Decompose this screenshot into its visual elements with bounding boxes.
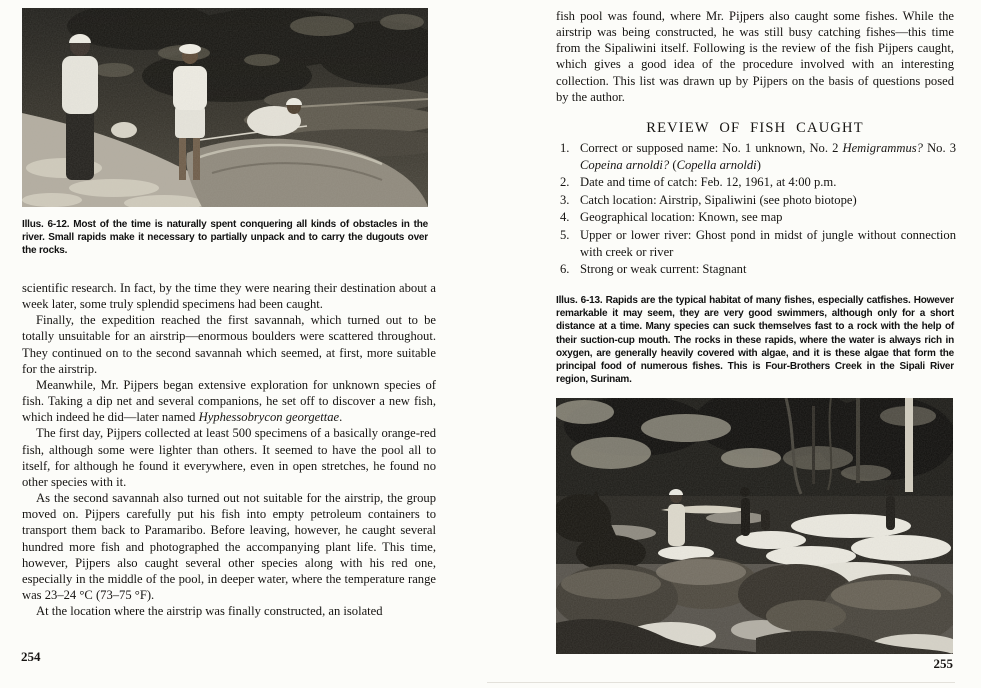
paragraph: Finally, the expedition reached the first savannah, which turned out to be totally unsuitable for an airstrip—enormous boulders were scattered throughout. They continued on to the second savannah which seemed, at first, more suitable for the airstrip. [22, 313, 436, 376]
rapids-creek-scene [556, 398, 953, 654]
paragraph: The first day, Pijpers collected at least 500 specimens of a basically orange-red fish, although some were lighter than others. It seemed to have the pool all to itself, for although he found it everywhere, even in open stretches, he found no other species with it. [22, 426, 436, 489]
page-number-right: 255 [933, 656, 953, 671]
dugout-portage-scene [22, 8, 428, 207]
illustration-6-12-caption: Illus. 6-12. Most of the time is naturally spent conquering all kinds of obstacles in the river. Small rapids make it necessary to partially unpack and to carry the dugouts over the rocks. [22, 219, 428, 257]
list-number: 3. [560, 192, 570, 207]
list-number: 2. [560, 175, 570, 190]
illustration-6-12-photo [22, 8, 428, 207]
fish-review-list [558, 140, 956, 279]
paragraph: Meanwhile, Mr. Pijpers began extensive exploration for unknown species of fish. Taking a dip net and several companions, he set off to discover a new fish, which indeed he did—later named Hyphessobrycon georgettae. [22, 377, 436, 425]
illustration-6-13-photo [556, 398, 953, 654]
list-item [558, 140, 956, 173]
list-text: Strong or weak current: Stagnant [580, 262, 747, 277]
list-text: Catch location: Airstrip, Sipaliwini (see photo biotope) [580, 192, 857, 207]
page-number-left: 254 [21, 649, 41, 664]
list-item [558, 227, 956, 260]
list-text: Date and time of catch: Feb. 12, 1961, at 4:00 p.m. [580, 175, 837, 190]
left-body-text [22, 280, 436, 619]
list-item [558, 261, 956, 278]
list-number: 1. [560, 141, 570, 155]
scan-edge-line [487, 682, 955, 683]
right-intro-paragraph [556, 8, 954, 105]
list-number: 4. [560, 210, 570, 225]
list-number: 6. [560, 262, 570, 277]
list-text: Upper or lower river: Ghost pond in midst of jungle without connection with creek or river [580, 227, 956, 259]
list-text: Correct or supposed name: No. 1 unknown, No. 2 Hemigrammus? No. 3 Copeina arnoldi? (Copella arnoldi) [580, 141, 957, 172]
list-item [558, 192, 956, 209]
paragraph: fish pool was found, where Mr. Pijpers also caught some fishes. While the airstrip was being constructed, he was still busy catching fishes—this time from the Sipaliwini itself. Following is the review of the fish Pijpers caught, which gives a good idea of the procedure involved with an interesting collection. This list was drawn up by Pijpers on the basis of questions posed by the author. [556, 9, 954, 104]
list-item [558, 174, 956, 191]
review-of-fish-caught-heading: REVIEW OF FISH CAUGHT [646, 120, 864, 136]
list-text: Geographical location: Known, see map [580, 210, 783, 225]
list-number: 5. [560, 227, 570, 242]
illustration-6-13-caption: Illus. 6-13. Rapids are the typical habitat of many fishes, especially catfishes. However remarkable it may seem, they are very good swimmers, although only for a short distance at a time. Many species can suck themselves fast to a rock with the help of their suction-cup mouth. The rocks in these rapids, where the water is always rich in oxygen, are generally heavily covered with algae, and it is these algae that form the principal food of numerous fishes. This is Four-Brothers Creek in the Sipali River region, Surinam. [556, 295, 954, 386]
list-item [558, 209, 956, 226]
paragraph: As the second savannah also turned out not suitable for the airstrip, the group moved on. Pijpers carefully put his fish into empty petroleum containers to transport them back to Paramaribo. Before leaving, however, he caught several hundred more fish and photographed the accompanying plant life. This time, however, Pijpers also caught several other species along with his red one, especially in the middle of the pool, in deeper water, where the temperature range was 23–24 °C (73–75 °F). [22, 491, 436, 602]
paragraph: scientific research. In fact, by the time they were nearing their destination about a week later, some truly splendid specimens had been caught. [22, 281, 436, 312]
paragraph: At the location where the airstrip was finally constructed, an isolated [36, 604, 383, 619]
